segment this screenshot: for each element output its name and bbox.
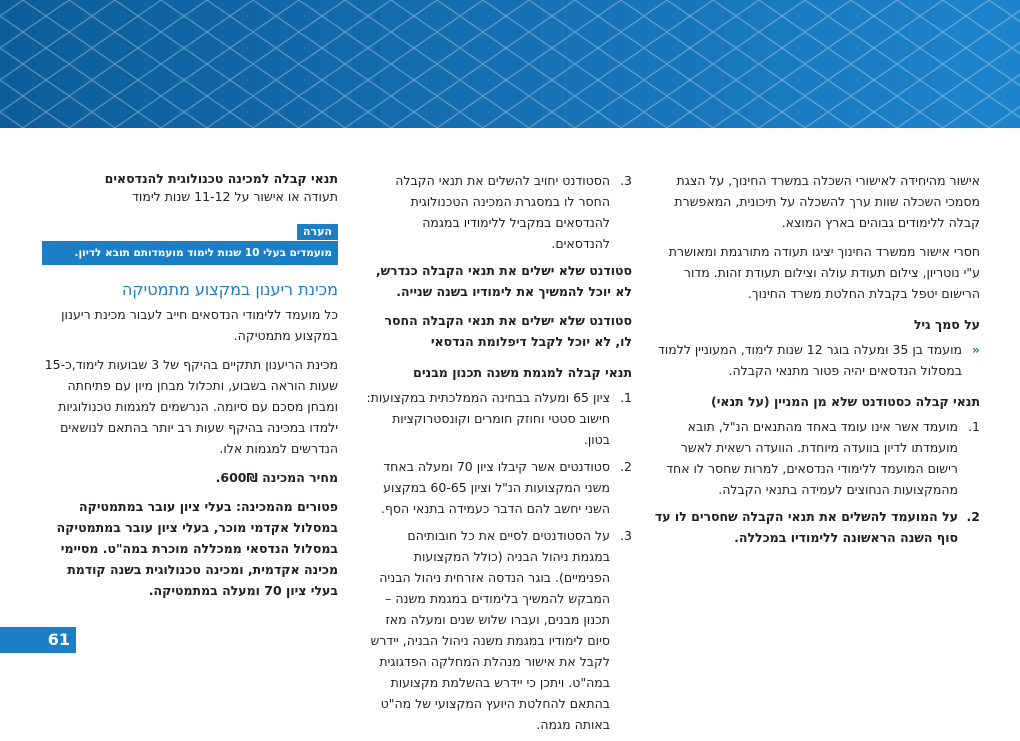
diamond-pattern-graphic <box>0 0 1020 128</box>
list-number: 2. <box>620 459 632 474</box>
paragraph: תעודה או אישור על 11-12 שנות לימוד <box>132 189 338 204</box>
bullet-marker: « <box>971 342 980 357</box>
list-item <box>366 456 632 519</box>
middle-column <box>366 170 632 741</box>
section-title: מכינת ריענון במקצוע מתמטיקה <box>121 280 338 299</box>
list-text: סטודנטים אשר קיבלו ציון 70 ומעלה באחד משני המקצועות הנ"ל וציון 60-65 במקצוע השני יחשב להם הדבר כעמידה בתנאי הסף. <box>380 459 610 516</box>
list-item <box>366 525 632 735</box>
price-text: מחיר המכינה 600₪. <box>215 470 338 485</box>
list-item <box>366 387 632 450</box>
section-heading: תנאי קבלה למכינה טכנולוגית להנדסאים <box>104 171 338 186</box>
left-column <box>42 170 338 609</box>
list-number: 1. <box>968 419 980 434</box>
list-text: הסטודנט יחויב להשלים את תנאי הקבלה החסר לו במסגרת המכינה הטכנולוגית להנדסאים במקביל ללימודיו במגמה להנדסאים. <box>395 173 610 251</box>
list-text: ציון 65 ומעלה בבחינה הממלכתית במקצועות: חישוב סטטי וחוזק חומרים וקונסטרוקציות בטון. <box>366 390 610 447</box>
paragraph: כל מועמד ללימודי הנדסאים חייב לעבור מכינת ריענון במקצוע מתמטיקה. <box>61 307 338 343</box>
section-heading: תנאי קבלה למגמת משנה תכנון מבנים <box>413 365 632 380</box>
section-heading: תנאי קבלה כסטודנט שלא מן המניין (על תנאי) <box>710 394 980 409</box>
paragraph: סטודנט שלא ישלים את תנאי הקבלה החסר לו, לא יוכל לקבל דיפלומת הנדסאי <box>384 313 632 349</box>
list-number: 2. <box>966 509 980 524</box>
paragraph: חסרי אישור ממשרד החינוך יציגו תעודה מתורגמת ומאושרת ע"י נוטריון, צילום תעודת עולה וצילום תעודת זהות. מדור הרישום יטפל בקבלת החלטת משרד החינוך. <box>668 244 980 301</box>
page-number: 61 <box>0 627 76 653</box>
paragraph: פטורים מהמכינה: בעלי ציון עובר במתמטיקה במסלול אקדמי מוכר, בעלי ציון עובר במתמטיקה במסלול הנדסאי ממכללה מוכרת במה"ט. מסיימי מכינה אקדמית, ומכינה טכנולוגית בשנה קודמת בעלי ציון 70 ומעלה במתמטיקה. <box>56 499 338 598</box>
paragraph: אישור מהיחידה לאישורי השכלה במשרד החינוך, על הצגת מסמכי השכלה שוות ערך להשכלה על תיכונית, המאפשרת קבלה ללימודים גבוהים בארץ המוצא. <box>674 173 980 230</box>
note-label: הערה <box>297 224 338 240</box>
paragraph: סטודנט שלא ישלים את תנאי הקבלה כנדרש, לא יוכל להמשיך את לימודיו בשנה שנייה. <box>375 263 632 299</box>
note-text: מועמדים בעלי 10 שנות לימוד מועמדותם תובא לדיון. <box>42 241 338 265</box>
list-number: 1. <box>620 390 632 405</box>
section-heading: על סמך גיל <box>913 317 980 332</box>
list-item <box>366 170 632 254</box>
bullet-text: מועמד בן 35 ומעלה בוגר 12 שנות לימוד, המעוניין ללמוד במסלול הנדסאים יהיה פטור מתנאי הקבלה. <box>658 342 962 378</box>
list-number: 3. <box>620 173 632 188</box>
list-item <box>650 506 980 548</box>
header-banner <box>0 0 1020 128</box>
list-text: על המועמד להשלים את תנאי הקבלה שחסרים לו עד סוף השנה הראשונה ללימודיו במכללה. <box>654 509 958 545</box>
list-text: על הסטודנטים לסיים את כל חובותיהם במגמת ניהול הבניה (כולל המקצועות הפנימיים). בוגר הנדסה אזרחית ניהול הבניה המבקש להמשיך בלימודים במגמת משנה – תכנון מבנים, ועברו שלוש שנים ומעלה מאז סיום לימודיו במגמת משנה ניהול הבניה, יידרש לקבל את אישור מנהלת המחלקה הפדגוגית במה"ט. ויתכן כי יידרש בהשלמת מקצועות בהתאם להחלטת היועץ המקצועי של מה"ט באותה מגמה. <box>370 528 610 732</box>
list-number: 3. <box>620 528 632 543</box>
right-column <box>650 170 980 554</box>
bullet-item <box>650 339 980 381</box>
list-item <box>650 416 980 500</box>
paragraph: מכינת הריענון תתקיים בהיקף של 3 שבועות לימוד,כ-15 שעות הוראה בשבוע, ותכלול מבחן מיון עם פתיחתה ומבחן מסכם עם סיומה. הנרשמים למגמות טכנולוגיות ילמדו במכינה בהיקף שעות רב יותר בהתאם לנושאים הנדרשים למגמות אלו. <box>44 357 338 456</box>
list-text: מועמד אשר אינו עומד באחד מהתנאים הנ"ל, תובא מועמדתו לדיון בוועדה מיוחדת. הוועדה רשאית לאשר רישום המועמד ללימודי הנדסאים, למרות שחסר לו אחד מהמקצועות הנחוצים לעמידה בתנאי הקבלה. <box>666 419 958 497</box>
note-block <box>42 220 338 265</box>
